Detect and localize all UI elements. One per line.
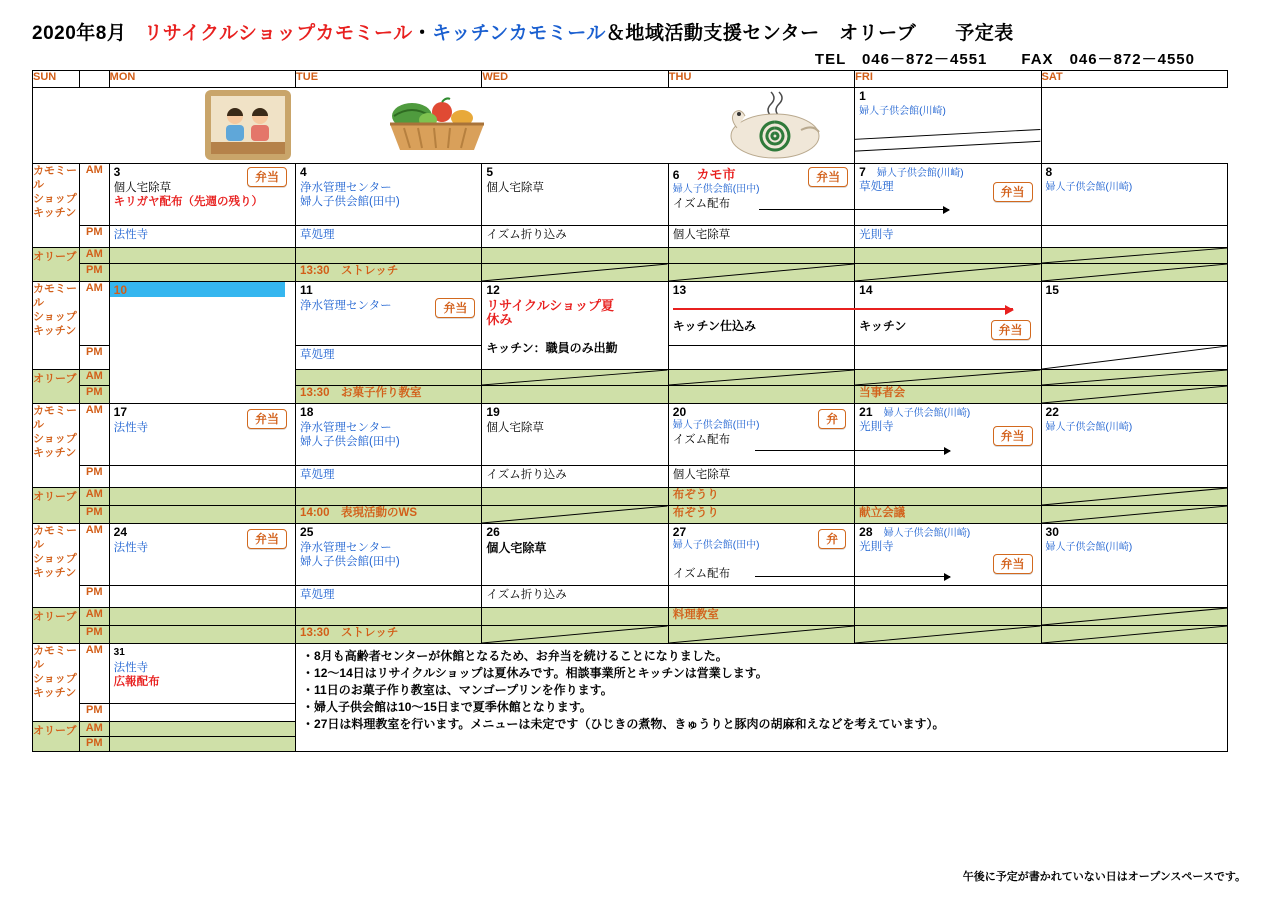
dow-thu: THU [668, 71, 854, 88]
strike-lines [1042, 370, 1227, 385]
olive-am-tue [296, 488, 482, 506]
event: 光則寺 [859, 541, 894, 553]
week3-am-row [33, 282, 1228, 346]
olive-pm-mon [109, 737, 295, 752]
day-cell-30-pm [1041, 586, 1227, 608]
day-cell-10 [109, 282, 295, 404]
period-pm: PM [79, 386, 109, 404]
olive-am-wed [482, 248, 668, 264]
day-cell-7 [855, 164, 1041, 226]
note-line: ・8月も高齢者センターが休館となるため、お弁当を続けることになりました。 [302, 649, 728, 663]
period-am: AM [79, 722, 109, 737]
day-number: 19 [486, 405, 500, 419]
day-cell-18 [296, 404, 482, 466]
week2-am-row [33, 164, 1228, 226]
day-cell-4-pm [296, 226, 482, 248]
event: 光則寺 [859, 421, 894, 433]
event: 婦人子供会館(川崎) [883, 528, 971, 539]
day-number: 12 [486, 283, 500, 297]
strike-lines [855, 264, 1040, 281]
olive-am-sat [1041, 370, 1227, 386]
olive-pm-sat [1041, 626, 1227, 644]
event: イズム配布 [672, 434, 731, 446]
period-pm: PM [79, 264, 109, 282]
dow-header-row [33, 71, 1228, 88]
olive-pm-tue [296, 626, 482, 644]
period-am: AM [79, 488, 109, 506]
day-cell-14 [855, 282, 1041, 346]
olive-pm-thu [668, 264, 854, 282]
day-number: 21 [859, 405, 873, 419]
note-line: ・婦人子供会館は10～15日まで夏季休館となります。 [302, 700, 592, 714]
day-cell-15 [1041, 282, 1227, 346]
event: 婦人子供会館(田中) [300, 196, 400, 208]
event: 草処理 [859, 181, 894, 193]
olive-am-mon [109, 608, 295, 626]
day-number: 1 [859, 89, 866, 103]
day-cell-24-pm [109, 586, 295, 608]
strike-lines [1042, 386, 1227, 403]
bento-badge: 弁 [818, 409, 846, 429]
day-cell-20-pm [668, 466, 854, 488]
period-am: AM [79, 248, 109, 264]
row-label-olive: オリーブ [33, 488, 80, 524]
event: 浄水管理センター [300, 542, 392, 554]
row-label-kamomiru: カモミール ショップ キッチン [33, 282, 80, 370]
bento-badge: 弁当 [247, 409, 287, 429]
event: 婦人子供会館(田中) [300, 556, 400, 568]
bento-badge: 弁 [818, 529, 846, 549]
strike-lines [855, 370, 1040, 385]
event: イズム配布 [672, 568, 731, 580]
event: リサイクルショップ夏 [486, 298, 615, 313]
olive-pm-wed [482, 626, 668, 644]
olive-am-thu [668, 370, 854, 386]
event: イズム折り込み [486, 589, 567, 601]
day-cell-4 [296, 164, 482, 226]
event: 婦人子供会館(川崎) [859, 106, 946, 117]
title-shop: リサイクルショップカモミール [143, 23, 413, 44]
day-cell-11-pm [296, 346, 482, 370]
event: 法性寺 [113, 662, 149, 674]
event: 布ぞうり [672, 489, 719, 501]
olive-am-thu [668, 248, 854, 264]
week5-olive-pm-row [33, 626, 1228, 644]
day-cell-31 [109, 644, 295, 704]
contact-info [815, 48, 1195, 69]
event: 休み [486, 312, 513, 327]
bento-badge: 弁当 [247, 167, 287, 187]
olive-am-thu [668, 488, 854, 506]
olive-pm-fri [855, 626, 1041, 644]
bento-badge: 弁当 [435, 298, 475, 318]
day-number: 8 [1045, 165, 1053, 179]
day-cell-14-pm [855, 346, 1041, 370]
strike-lines [1042, 608, 1227, 625]
day-cell-17-pm [109, 466, 295, 488]
strike-lines [1042, 488, 1227, 505]
event: キリガヤ配布（先週の残り） [113, 196, 264, 208]
day-number: 18 [300, 405, 314, 419]
day-number: 7 [859, 165, 866, 179]
event: 浄水管理センター [300, 182, 392, 194]
week2-pm-row [33, 226, 1228, 248]
olive-pm-sat [1041, 506, 1227, 524]
event: 婦人子供会館(川崎) [1045, 422, 1133, 433]
vegetable-basket-illustration [382, 94, 492, 158]
week4-pm-row [33, 466, 1228, 488]
note-line: ・12～14日はリサイクルショップは夏休みです。相談事業所とキッチンは営業します。 [302, 666, 768, 680]
week4-am-row [33, 404, 1228, 466]
event: 婦人子供会館(田中) [672, 184, 760, 195]
week6-am-row [33, 644, 1228, 704]
day-cell-13 [668, 282, 854, 346]
day-number: 6 [672, 168, 680, 182]
day-number: 30 [1045, 525, 1059, 539]
day-cell-28 [855, 524, 1041, 586]
event: 婦人子供会館(川崎) [1045, 542, 1133, 553]
day-number: 14 [859, 283, 873, 297]
bento-badge: 弁当 [993, 554, 1033, 574]
row-label-olive: オリーブ [33, 370, 80, 404]
olive-pm-fri [855, 386, 1041, 404]
strike-lines [669, 370, 854, 385]
strike-lines [1042, 506, 1227, 523]
dow-spacer [79, 71, 109, 88]
olive-pm-sat [1041, 264, 1227, 282]
day-cell-27-pm [668, 586, 854, 608]
event: 布ぞうり [672, 507, 719, 519]
day-number: 26 [486, 525, 500, 539]
title-dot: ・ [412, 23, 433, 44]
strike-lines [1042, 264, 1227, 281]
event: 当事者会 [859, 387, 906, 399]
strike-lines [669, 264, 854, 281]
period-pm: PM [79, 506, 109, 524]
event: 草処理 [300, 229, 335, 241]
day-cell-25 [296, 524, 482, 586]
day-cell-22-pm [1041, 466, 1227, 488]
dow-fri: FRI [855, 71, 1041, 88]
day-cell-26 [482, 524, 668, 586]
olive-am-mon [109, 248, 295, 264]
day-number: 3 [113, 165, 121, 179]
event: 婦人子供会館(川崎) [883, 408, 971, 419]
row-label-kamomiru: カモミール ショップ キッチン [33, 404, 80, 488]
day-cell-28-pm [855, 586, 1041, 608]
week2-olive-pm-row [33, 264, 1228, 282]
strike-lines [1042, 248, 1227, 263]
olive-am-fri [855, 370, 1041, 386]
olive-am-fri [855, 248, 1041, 264]
bento-badge: 弁当 [993, 182, 1033, 202]
event: 個人宅除草 [113, 182, 172, 194]
period-am: AM [79, 370, 109, 386]
event: 13:30 ストレッチ [300, 627, 399, 639]
event: 草処理 [300, 349, 335, 361]
event: 個人宅除草 [672, 469, 731, 481]
event: 13:30 ストレッチ [300, 265, 399, 277]
event: イズム折り込み [486, 469, 567, 481]
event: 個人宅除草 [672, 229, 731, 241]
row-label-olive: オリーブ [33, 722, 80, 752]
event: 広報配布 [113, 676, 160, 688]
telephone: TEL 046－872－4551 [814, 51, 988, 68]
strike-lines [1042, 626, 1227, 643]
row-label-kamomiru: カモミール ショップ キッチン [33, 644, 80, 722]
event: 13:30 お菓子作り教室 [300, 387, 422, 399]
event: 個人宅除草 [486, 182, 544, 194]
children-illustration [205, 90, 291, 160]
note-line: ・27日は料理教室を行います。メニューは未定です（ひじきの煮物、きゅうりと豚肉の胡麻和えなどを考えています）。 [302, 717, 945, 731]
week5-olive-am-row [33, 608, 1228, 626]
dow-sun: SUN [33, 71, 80, 88]
period-am: AM [79, 282, 109, 346]
event: 個人宅除草 [486, 541, 547, 555]
event: 婦人子供会館(田中) [672, 420, 760, 431]
event: 法性寺 [113, 422, 149, 434]
period-pm: PM [79, 226, 109, 248]
day-cell-27 [668, 524, 854, 586]
strike-lines [482, 626, 667, 643]
title-date: 2020年8月 [32, 23, 127, 44]
dow-mon: MON [109, 71, 295, 88]
period-am: AM [79, 644, 109, 704]
mosquito-coil-pig-illustration [713, 88, 833, 162]
page-title [32, 18, 1252, 45]
day-cell-20 [668, 404, 854, 466]
day-cell-25-pm [296, 586, 482, 608]
olive-am-tue [296, 608, 482, 626]
day-cell-26-pm [482, 586, 668, 608]
event: 婦人子供会館(田中) [300, 436, 400, 448]
bento-badge: 弁当 [247, 529, 287, 549]
olive-am-mon [109, 722, 295, 737]
event: 婦人子供会館(川崎) [1045, 182, 1133, 193]
week2-olive-am-row [33, 248, 1228, 264]
day-cell-19-pm [482, 466, 668, 488]
olive-am-thu [668, 608, 854, 626]
day-cell-7-pm [855, 226, 1041, 248]
day-number: 22 [1045, 405, 1059, 419]
footnote: 午後に予定が書かれていない日はオープンスペースです。 [962, 871, 1246, 883]
week4-olive-am-row [33, 488, 1228, 506]
olive-am-wed [482, 608, 668, 626]
event: キッチン [859, 319, 907, 333]
day-number: 5 [486, 165, 494, 179]
day-number: 17 [113, 405, 128, 419]
event: 草処理 [300, 589, 335, 601]
olive-am-mon [109, 488, 295, 506]
period-pm: PM [79, 704, 109, 722]
olive-pm-wed [482, 264, 668, 282]
event: イズム折り込み [486, 229, 567, 241]
strike-lines [482, 506, 667, 523]
event: 浄水管理センター [300, 422, 392, 434]
olive-pm-mon [109, 506, 295, 524]
row-label-kamomiru: カモミール ショップ キッチン [33, 164, 80, 248]
day-cell-3-pm [109, 226, 295, 248]
period-am: AM [79, 524, 109, 586]
bento-badge: 弁当 [993, 426, 1033, 446]
row-label-kamomiru: カモミール ショップ キッチン [33, 524, 80, 608]
olive-pm-wed [482, 506, 668, 524]
day-number: 27 [672, 525, 687, 539]
row-label-olive: オリーブ [33, 608, 80, 644]
event: 14:00 表現活動のWS [300, 507, 417, 519]
strike-lines [482, 264, 667, 281]
notes-block [296, 644, 1228, 752]
event: 法性寺 [113, 229, 149, 241]
day-number: 25 [300, 525, 314, 539]
olive-pm-thu [668, 386, 854, 404]
olive-am-wed [482, 370, 668, 386]
day-number: 15 [1045, 283, 1059, 297]
event: 料理教室 [672, 609, 719, 621]
olive-pm-mon [109, 264, 295, 282]
day-number: 31 [113, 647, 125, 658]
bento-badge: 弁当 [991, 320, 1031, 340]
day-cell-11 [296, 282, 482, 346]
olive-pm-sat [1041, 386, 1227, 404]
fax: FAX 046－872－4550 [1021, 51, 1195, 68]
day-cell-21 [855, 404, 1041, 466]
day-cell-6 [668, 164, 854, 226]
note-line: ・11日のお菓子作り教室は、マンゴープリンを作ります。 [302, 683, 613, 697]
day-number: 20 [672, 405, 687, 419]
day-cell-30 [1041, 524, 1227, 586]
event: 婦人子供会館(川崎) [876, 168, 964, 179]
strike-lines [669, 626, 854, 643]
week5-am-row [33, 524, 1228, 586]
olive-am-sat [1041, 608, 1227, 626]
olive-am-tue [296, 248, 482, 264]
day-cell-31-pm [109, 704, 295, 722]
day-cell-3 [109, 164, 295, 226]
day-cell-13-pm [668, 346, 854, 370]
illustration-band [33, 88, 855, 164]
day-cell-17 [109, 404, 295, 466]
event: 婦人子供会館(田中) [672, 540, 760, 551]
period-am: AM [79, 608, 109, 626]
olive-pm-tue [296, 506, 482, 524]
olive-pm-wed [482, 386, 668, 404]
olive-am-fri [855, 608, 1041, 626]
title-kitchen: キッチンカモミール [432, 23, 606, 44]
day-cell-8 [1041, 164, 1227, 226]
event: 光則寺 [859, 229, 894, 241]
day-number: 10 [113, 283, 128, 297]
event: 草処理 [300, 469, 335, 481]
olive-am-sat [1041, 248, 1227, 264]
week5-pm-row [33, 586, 1228, 608]
olive-pm-tue [296, 264, 482, 282]
period-am: AM [79, 164, 109, 226]
day-cell-22 [1041, 404, 1227, 466]
dow-tue: TUE [296, 71, 482, 88]
olive-am-wed [482, 488, 668, 506]
period-am: AM [79, 404, 109, 466]
period-pm: PM [79, 586, 109, 608]
period-pm: PM [79, 346, 109, 370]
period-pm: PM [79, 737, 109, 752]
olive-pm-fri [855, 506, 1041, 524]
day-cell-24 [109, 524, 295, 586]
day-cell-6-pm [668, 226, 854, 248]
day-cell-21-pm [855, 466, 1041, 488]
day-cell-1 [855, 88, 1041, 164]
day-number: 28 [859, 525, 873, 539]
period-pm: PM [79, 626, 109, 644]
olive-pm-tue [296, 386, 482, 404]
day-number: 11 [300, 283, 313, 297]
day-cell-8-pm [1041, 226, 1227, 248]
strike-lines [482, 370, 667, 385]
event: 法性寺 [113, 542, 149, 554]
olive-pm-thu [668, 626, 854, 644]
day-cell-19 [482, 404, 668, 466]
event: キッチン仕込み [672, 319, 756, 333]
bento-badge: 弁当 [808, 167, 848, 187]
olive-pm-fri [855, 264, 1041, 282]
olive-pm-mon [109, 626, 295, 644]
week1-row [33, 88, 1228, 164]
event: キッチン：職員のみ出勤 [486, 341, 618, 355]
strike-lines [1042, 346, 1227, 369]
event-title: カモ市 [696, 167, 736, 182]
row-label-olive: オリーブ [33, 248, 80, 282]
olive-pm-thu [668, 506, 854, 524]
day-cell-5 [482, 164, 668, 226]
day-number: 13 [672, 283, 687, 297]
event: イズム配布 [672, 198, 731, 210]
day-number: 24 [113, 525, 128, 539]
day-cell-15-pm [1041, 346, 1227, 370]
day-cell-18-pm [296, 466, 482, 488]
event: 浄水管理センター [300, 300, 392, 312]
olive-am-fri [855, 488, 1041, 506]
dow-sat: SAT [1041, 71, 1227, 88]
calendar-table [32, 70, 1228, 752]
week4-olive-pm-row [33, 506, 1228, 524]
period-pm: PM [79, 466, 109, 488]
event: 献立会議 [859, 507, 906, 519]
title-tail: ＆地域活動支援センター オリーブ 予定表 [605, 23, 1014, 44]
dow-wed: WED [482, 71, 668, 88]
day-cell-5-pm [482, 226, 668, 248]
olive-am-sat [1041, 488, 1227, 506]
day-number: 4 [300, 165, 307, 179]
olive-am-tue [296, 370, 482, 386]
day-cell-12 [482, 282, 668, 370]
strike-lines [855, 626, 1040, 643]
event: 個人宅除草 [486, 422, 544, 434]
